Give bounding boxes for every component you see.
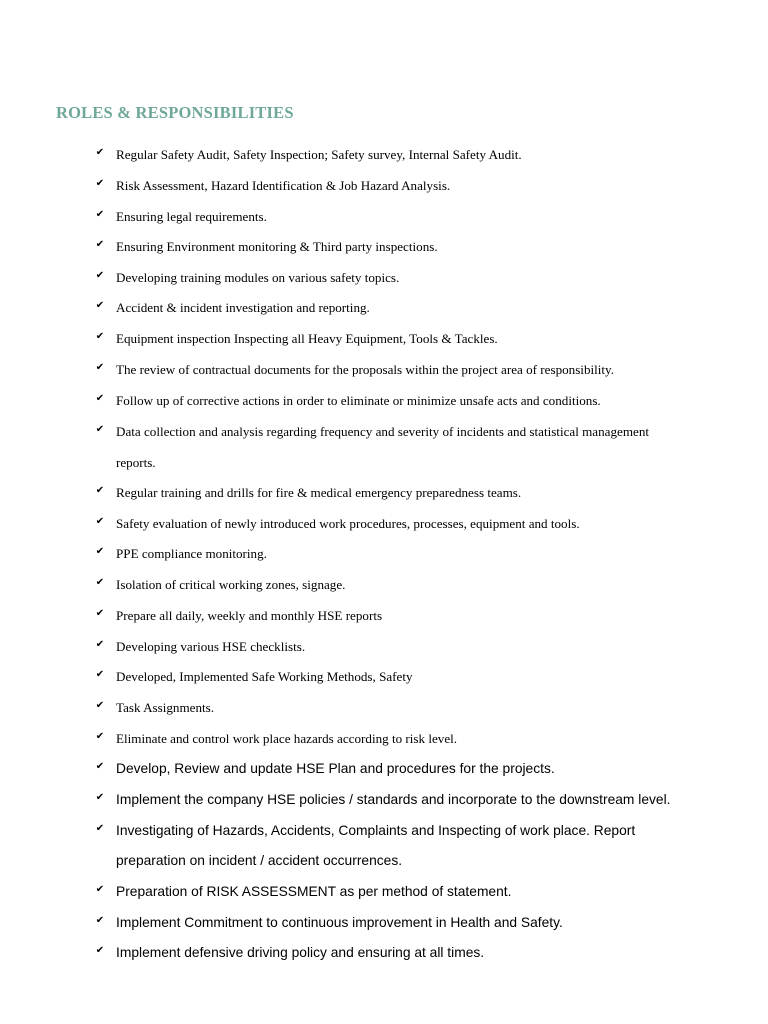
list-item-text: Developing training modules on various safety topics. (116, 270, 400, 285)
section-heading: ROLES & RESPONSIBILITIES (56, 103, 294, 122)
list-item-text: Risk Assessment, Hazard Identification & Job Hazard Analysis. (116, 178, 451, 193)
list-item-text-line-1: Data collection and analysis regarding frequency and severity of incidents and statistical management (116, 424, 650, 439)
checkmark-icon: ✔ (95, 884, 105, 895)
checkmark-icon: ✔ (95, 915, 105, 926)
checkmark-icon: ✔ (95, 239, 105, 250)
list-item-text: Developing various HSE checklists. (116, 639, 306, 654)
checkmark-icon: ✔ (95, 792, 105, 803)
list-item-text: Implement defensive driving policy and ensuring at all times. (116, 945, 485, 960)
checkmark-icon: ✔ (95, 300, 105, 311)
list-item-text-line-2: reports. (116, 455, 156, 470)
list-item-text: Regular Safety Audit, Safety Inspection; Safety survey, Internal Safety Audit. (116, 147, 522, 162)
checkmark-icon: ✔ (95, 178, 105, 189)
list-item-text-line-1: Investigating of Hazards, Accidents, Complaints and Inspecting of work place. Report (116, 823, 636, 838)
list-item-text: Equipment inspection Inspecting all Heavy Equipment, Tools & Tackles. (116, 331, 498, 346)
checkmark-icon: ✔ (95, 669, 105, 680)
list-item-text: Ensuring legal requirements. (116, 209, 267, 224)
checkmark-icon: ✔ (95, 546, 105, 557)
checkmark-icon: ✔ (95, 270, 105, 281)
list-item-text: Preparation of RISK ASSESSMENT as per method of statement. (116, 884, 512, 899)
checkmark-icon: ✔ (95, 362, 105, 373)
list-item-text-line-2: preparation on incident / accident occurrences. (116, 853, 403, 868)
list-item-text: Prepare all daily, weekly and monthly HSE reports (116, 608, 383, 623)
list-item-text: PPE compliance monitoring. (116, 546, 267, 561)
list-item-text: Follow up of corrective actions in order to eliminate or minimize unsafe acts and conditions. (116, 393, 601, 408)
list-item-text: Develop, Review and update HSE Plan and procedures for the projects. (116, 761, 555, 776)
checkmark-icon: ✔ (95, 209, 105, 220)
checkmark-icon: ✔ (95, 577, 105, 588)
checkmark-icon: ✔ (95, 147, 105, 158)
list-item-text: Eliminate and control work place hazards according to risk level. (116, 731, 458, 746)
list-item-text: Safety evaluation of newly introduced work procedures, processes, equipment and tools. (116, 516, 580, 531)
list-item-text: Implement Commitment to continuous improvement in Health and Safety. (116, 915, 563, 930)
checkmark-icon: ✔ (95, 393, 105, 404)
list-item-text: Implement the company HSE policies / standards and incorporate to the downstream level. (116, 792, 671, 807)
checkmark-icon: ✔ (95, 945, 105, 956)
checkmark-icon: ✔ (95, 331, 105, 342)
checkmark-icon: ✔ (95, 424, 105, 435)
checkmark-icon: ✔ (95, 700, 105, 711)
checkmark-icon: ✔ (95, 731, 105, 742)
list-item-text: The review of contractual documents for the proposals within the project area of responsibility. (116, 362, 615, 377)
checkmark-icon: ✔ (95, 639, 105, 650)
checkmark-icon: ✔ (95, 516, 105, 527)
list-item-text: Accident & incident investigation and reporting. (116, 300, 370, 315)
list-item-text: Ensuring Environment monitoring & Third party inspections. (116, 239, 438, 254)
checkmark-icon: ✔ (95, 608, 105, 619)
list-item-text: Task Assignments. (116, 700, 215, 715)
checkmark-icon: ✔ (95, 485, 105, 496)
list-item-text: Regular training and drills for fire & medical emergency preparedness teams. (116, 485, 522, 500)
list-item-text: Developed, Implemented Safe Working Methods, Safety (116, 669, 413, 684)
checkmark-icon: ✔ (95, 823, 105, 834)
checkmark-icon: ✔ (95, 761, 105, 772)
list-item-text: Isolation of critical working zones, signage. (116, 577, 346, 592)
